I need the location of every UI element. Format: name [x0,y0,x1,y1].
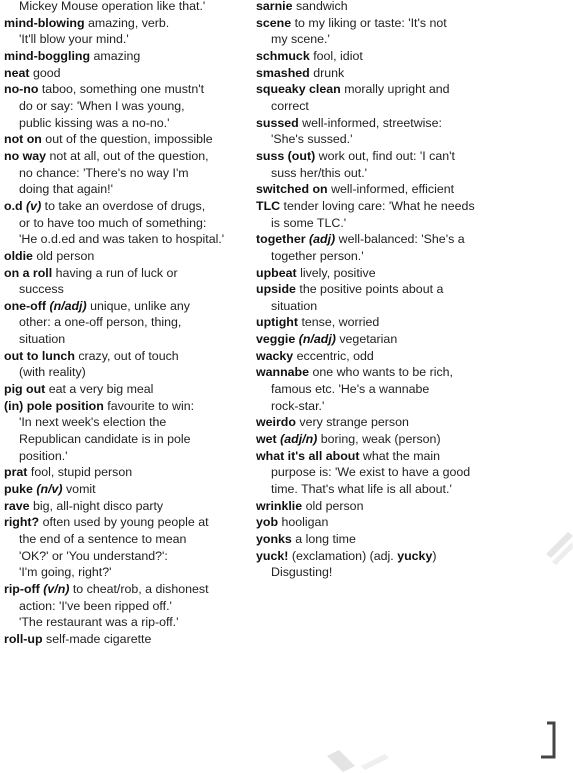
definition-text: no chance: 'There's no way I'm [19,165,189,180]
part-of-speech: (adj) [309,232,336,247]
headword: neat [4,65,30,80]
headword: sussed [256,115,299,130]
entry-scene [256,15,568,48]
definition-text: sandwich [295,0,348,13]
entry-line [4,398,248,415]
entry-line [256,548,568,565]
definition-text: do or say: 'When I was young, [19,98,185,113]
entry-wannabe [256,364,568,414]
definition-text: doing that again!' [19,182,113,197]
entry-line [256,148,568,165]
entry-line [4,148,248,165]
definition-text: old person [305,498,364,513]
entry-continuation-line [4,614,248,631]
entry-continuation-line [256,98,568,115]
entry-continuation-line [256,464,568,481]
entry-yonks [256,531,568,548]
entry-line [4,248,248,265]
headword: one-off [4,298,46,313]
entry-weirdo [256,414,568,431]
closing-parenthesis: ) [432,548,437,563]
page-corner-bracket [537,719,561,763]
entry-together [256,231,568,264]
entry-schmuck [256,48,568,65]
definition-text: Disgusting! [271,565,333,580]
definition-text: or to have too much of something: [19,215,207,230]
definition-text: 'He o.d.ed and was taken to hospital.' [19,232,225,247]
definition-text: lively, positive [300,265,376,280]
headword: scene [256,15,292,30]
definition-text: fool, idiot [313,48,363,63]
definition-text: my scene.' [271,32,330,47]
definition-text: 'She's sussed.' [271,132,353,147]
definition-text: very strange person [299,415,409,430]
entry-continuation-line [4,181,248,198]
headword: switched on [256,182,328,197]
entry-oldie [4,248,248,265]
entry-uptight [256,314,568,331]
headword: mind-blowing [4,15,85,30]
entry-line [4,81,248,98]
entry-line [4,65,248,82]
entry-upside [256,281,568,314]
entry-right [4,514,248,581]
definition-text: other: a one-off person, thing, [19,315,182,330]
entry-switched-on [256,181,568,198]
definition-text: amazing, verb. [87,15,170,30]
entry-line [256,331,568,348]
headword: wet [256,432,277,447]
definition-text: one who wants to be rich, [312,365,453,380]
definition-text: hooligan [281,515,329,530]
headword: wannabe [256,365,310,380]
definition-text: Republican candidate is in pole [19,432,191,447]
definition-text: work out, find out: 'I can't [318,148,455,163]
part-of-speech: (v/n) [43,581,70,596]
definition-text: morally upright and [344,82,450,97]
definition-text: (exclamation) (adj. [291,548,394,563]
headword: TLC [256,198,281,213]
definition-text: Mickey Mouse operation like that.' [19,0,206,13]
entry-continuation-line [256,215,568,232]
headword: yob [256,515,279,530]
entry-o-d [4,198,248,248]
entry-line [4,0,248,15]
entry-continuation [4,0,248,15]
definition-text: is some TLC.' [271,215,347,230]
entry-sarnie [256,0,568,15]
entry-sussed [256,115,568,148]
entry-continuation-line [256,31,568,48]
headword: out to lunch [4,348,75,363]
entry-tlc [256,198,568,231]
entry-continuation-line [256,398,568,415]
headword: uptight [256,315,298,330]
entry-squeaky-clean [256,81,568,114]
definition-text: to cheat/rob, a dishonest [72,581,209,596]
entry-continuation-line [4,331,248,348]
entry-line [256,348,568,365]
entry-line [4,131,248,148]
edge-decoration-mark [542,526,573,566]
entry-continuation-line [4,414,248,431]
entry-continuation-line [256,248,568,265]
definition-text: not at all, out of the question, [49,148,209,163]
definition-text: big, all-night disco party [32,498,164,513]
definition-text: suss her/this out.' [271,165,368,180]
part-of-speech: (v) [26,198,42,213]
definition-text: 'OK?' or 'You understand?': [19,548,168,563]
entry-continuation-line [4,364,248,381]
headword: rip-off [4,581,40,596]
entry-line [256,431,568,448]
entry-mind-boggling [4,48,248,65]
definition-text: good [32,65,61,80]
entry-smashed [256,65,568,82]
entry-line [4,464,248,481]
headword: together [256,232,306,247]
entry-continuation-line [4,115,248,132]
definition-text: old person [36,248,95,263]
entry-line [256,15,568,32]
part-of-speech: (n/adj) [49,298,87,313]
definition-text: well-informed, efficient [331,182,455,197]
entry-mind-blowing [4,15,248,48]
definition-text: taboo, something one mustn't [41,82,205,97]
headword: (in) pole position [4,398,104,413]
definition-text: position.' [19,448,68,463]
part-of-speech: (n/adj) [298,332,336,347]
entry-continuation-line [4,98,248,115]
headword: schmuck [256,48,310,63]
part-of-speech: (n/v) [36,482,63,497]
definition-text: time. That's what life is all about.' [271,482,452,497]
definition-text: action: 'I've been ripped off.' [19,598,172,613]
entry-line [256,531,568,548]
entry-yob [256,514,568,531]
entry-line [4,481,248,498]
entry-line [256,81,568,98]
entry-wet [256,431,568,448]
entry-continuation-line [4,165,248,182]
definition-text: self-made cigarette [46,631,152,646]
headword: o.d [4,198,23,213]
entry-rip-off [4,581,248,631]
entry-line [256,231,568,248]
definition-text: drunk [313,65,345,80]
entry-continuation-line [256,564,568,581]
entry-continuation-line [256,131,568,148]
definition-text: together person.' [271,248,364,263]
headword-variant: yucky [397,548,433,563]
headword: roll-up [4,631,43,646]
entry-line [4,631,248,648]
entry-line [256,198,568,215]
headword: on a roll [4,265,53,280]
definition-text: crazy, out of touch [78,348,179,363]
entry-continuation-line [4,548,248,565]
definition-text: what the main [362,448,441,463]
entry-not-on [4,131,248,148]
entry-continuation-line [4,31,248,48]
definition-text: tender loving care: 'What he needs [283,198,475,213]
entry-wacky [256,348,568,365]
entry-line [256,48,568,65]
entry-line [256,498,568,515]
definition-text: favourite to win: [107,398,195,413]
entry-line [256,181,568,198]
definition-text: amazing [93,48,141,63]
definition-text: situation [19,332,66,347]
entry-rave [4,498,248,515]
headword: prat [4,465,28,480]
headword: pig out [4,382,46,397]
entry-yuck [256,548,568,581]
definition-text: 'The restaurant was a rip-off.' [19,615,179,630]
entry-line [4,348,248,365]
headword: no-no [4,82,39,97]
entry-no-way [4,148,248,198]
entry-line [256,0,568,15]
entry-line [256,115,568,132]
entry-line [256,514,568,531]
headword: oldie [4,248,33,263]
headword: wrinklie [256,498,303,513]
definition-text: success [19,282,64,297]
entry-line [256,414,568,431]
definition-text: 'I'm going, right?' [19,565,112,580]
definition-text: eccentric, odd [296,348,374,363]
entry-line [4,498,248,515]
entry-line [4,514,248,531]
entry-line [4,48,248,65]
definition-text: rock-star.' [271,398,325,413]
headword: upside [256,282,296,297]
headword: weirdo [256,415,296,430]
headword: sarnie [256,0,293,13]
entry-veggie [256,331,568,348]
definition-text: a long time [295,532,356,546]
headword: mind-boggling [4,48,91,63]
entry-line [4,198,248,215]
headword: yuck! [256,548,289,563]
entry-roll-up [4,631,248,648]
entry-line [256,65,568,82]
definition-text: vegetarian [339,332,398,347]
headword: suss (out) [256,148,316,163]
entry-pig-out [4,381,248,398]
bottom-decoration-mark [325,746,395,773]
entry-continuation-line [256,381,568,398]
entry-in-pole-position [4,398,248,465]
entry-line [256,448,568,465]
entry-continuation-line [256,481,568,498]
headword: veggie [256,332,296,347]
entry-line [4,381,248,398]
entry-continuation-line [4,231,248,248]
glossary-left-column [4,0,248,648]
entry-continuation-line [256,298,568,315]
definition-text: out of the question, impossible [45,132,213,147]
headword: no way [4,148,46,163]
definition-text: vomit [65,482,96,497]
entry-neat [4,65,248,82]
entry-puke [4,481,248,498]
definition-text: the positive points about a [299,282,444,297]
definition-text: eat a very big meal [48,382,154,397]
headword: rave [4,498,30,513]
definition-text: well-balanced: 'She's a [338,232,465,247]
definition-text: 'It'll blow your mind.' [19,32,129,47]
definition-text: famous etc. 'He's a wannabe [271,382,430,397]
definition-text: purpose is: 'We exist to have a good [271,465,471,480]
definition-text: tense, worried [301,315,380,330]
headword: puke [4,482,33,497]
headword: what it's all about [256,448,360,463]
entry-continuation-line [256,165,568,182]
entry-prat [4,464,248,481]
definition-text: unique, unlike any [90,298,190,313]
definition-text: often used by young people at [42,515,209,530]
entry-line [4,265,248,282]
definition-text: boring, weak (person) [320,432,441,447]
definition-text: to take an overdose of drugs, [44,198,206,213]
entry-upbeat [256,265,568,282]
entry-continuation-line [4,531,248,548]
entry-continuation-line [4,281,248,298]
entry-line [4,298,248,315]
entry-line [4,15,248,32]
headword: not on [4,132,42,147]
entry-line [256,314,568,331]
definition-text: having a run of luck or [55,265,178,280]
definition-text: the end of a sentence to mean [19,532,187,546]
definition-text: fool, stupid person [30,465,133,480]
headword: right? [4,515,40,530]
part-of-speech: (adj/n) [280,432,318,447]
entry-continuation-line [4,598,248,615]
definition-text: (with reality) [19,365,86,380]
definition-text: well-informed, streetwise: [302,115,442,130]
definition-text: 'In next week's election the [19,415,167,430]
entry-line [4,581,248,598]
entry-line [256,281,568,298]
definition-text: to my liking or taste: 'It's not [294,15,447,30]
entry-line [256,265,568,282]
entry-suss-out [256,148,568,181]
headword: smashed [256,65,310,80]
headword: upbeat [256,265,297,280]
entry-on-a-roll [4,265,248,298]
entry-no-no [4,81,248,131]
definition-text: public kissing was a no-no.' [19,115,170,130]
entry-wrinklie [256,498,568,515]
headword: yonks [256,532,292,546]
entry-continuation-line [4,431,248,448]
entry-continuation-line [4,564,248,581]
entry-continuation-line [4,448,248,465]
entry-one-off [4,298,248,348]
entry-continuation-line [4,314,248,331]
entry-continuation-line [4,215,248,232]
entry-out-to-lunch [4,348,248,381]
entry-line [256,364,568,381]
entry-what-it-s-all-about [256,448,568,498]
glossary-right-column [256,0,568,581]
definition-text: situation [271,298,318,313]
headword: wacky [256,348,294,363]
headword: squeaky clean [256,82,341,97]
definition-text: correct [271,98,309,113]
